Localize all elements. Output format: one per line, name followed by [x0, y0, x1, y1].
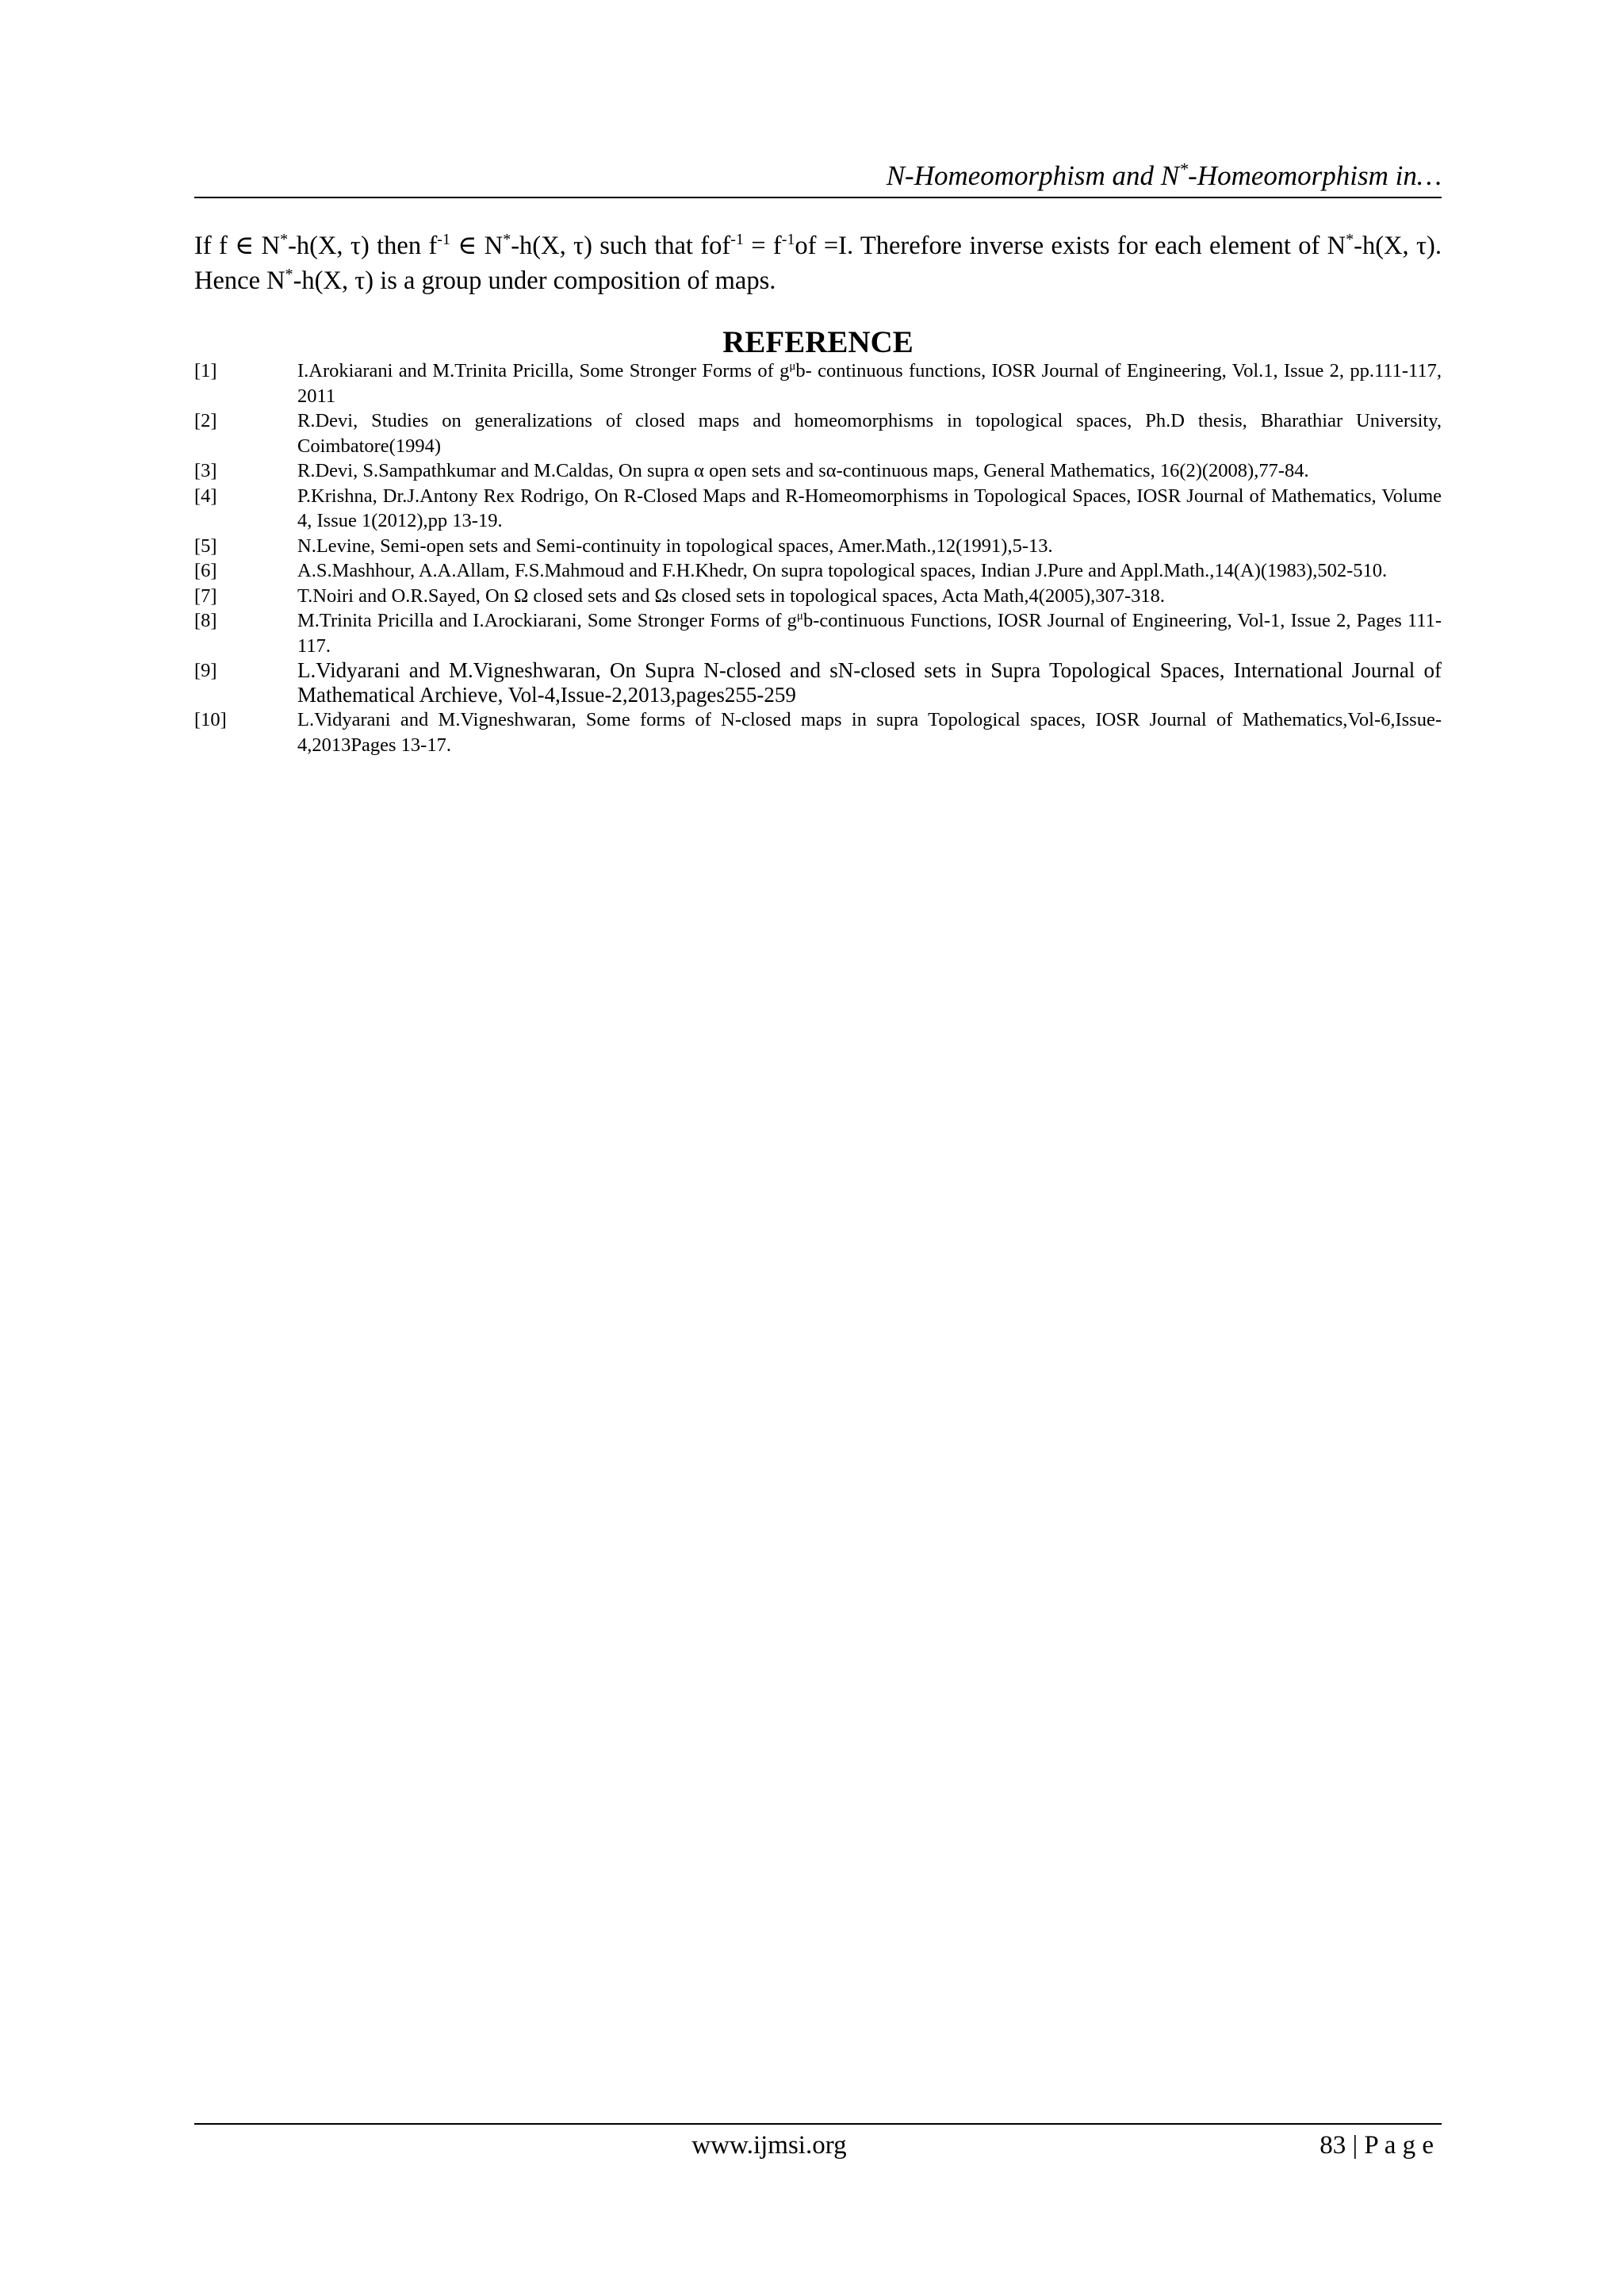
- para-text: ∈ N: [450, 232, 504, 260]
- reference-text: P.Krishna, Dr.J.Antony Rex Rodrigo, On R-Closed Maps and R-Homeomorphisms in Topological Spaces, IOSR Journal of Mathematics, Volume 4, Issue 1(2012),pp 13-19.: [297, 485, 1442, 531]
- running-header: [194, 155, 1442, 197]
- reference-number: [4]: [194, 485, 217, 507]
- reference-item-1: [194, 358, 1442, 408]
- reference-item-3: [194, 458, 1442, 484]
- reference-text: T.Noiri and O.R.Sayed, On Ω closed sets and Ωs closed sets in topological spaces, Acta Math,4(2005),307-318.: [297, 585, 1166, 607]
- reference-number: [8]: [194, 610, 217, 631]
- reference-list: [194, 358, 1442, 757]
- header-title-part2: -Homeomorphism in…: [1188, 160, 1442, 191]
- reference-text: A.S.Mashhour, A.A.Allam, F.S.Mahmoud and F.H.Khedr, On supra topological spaces, Indian J.Pure and Appl.Math.,14(A)(1983),502-510.: [297, 560, 1388, 581]
- body-paragraph: [194, 228, 1442, 298]
- para-text: of =I. Therefore inverse exists for each element of N: [795, 232, 1346, 260]
- para-sup: *: [503, 231, 511, 249]
- para-sup: -1: [730, 231, 744, 249]
- reference-item-9: [194, 658, 1442, 707]
- reference-text: R.Devi, Studies on generalizations of closed maps and homeomorphisms in topological spaces, Ph.D thesis, Bharathiar University, Coimbatore(1994): [297, 410, 1442, 457]
- para-text: -h(X, τ). Hence N: [194, 232, 1442, 295]
- reference-item-5: [194, 534, 1442, 559]
- reference-item-2: [194, 408, 1442, 458]
- reference-number: [7]: [194, 585, 217, 607]
- para-text: If f ∈ N: [194, 232, 281, 260]
- reference-number: [6]: [194, 560, 217, 581]
- para-text: -h(X, τ) is a group under composition of maps.: [293, 266, 776, 295]
- footer-page-number: 83 | P a g e: [1320, 2131, 1434, 2160]
- reference-number: [2]: [194, 410, 217, 431]
- reference-item-7: [194, 584, 1442, 609]
- para-sup: *: [280, 231, 289, 249]
- reference-item-10: [194, 707, 1442, 757]
- reference-number: [5]: [194, 535, 217, 557]
- reference-item-4: [194, 484, 1442, 534]
- header-title-sup: *: [1179, 159, 1189, 179]
- reference-number: [9]: [194, 660, 217, 681]
- header-rule: [194, 197, 1442, 198]
- reference-text: L.Vidyarani and M.Vigneshwaran, On Supra N-closed and sN-closed sets in Supra Topological Spaces, International Journal of Mathematical Archieve, Vol-4,Issue-2,2013,pages255-259: [297, 658, 1442, 707]
- footer-url: www.ijmsi.org: [691, 2131, 847, 2160]
- reference-heading: REFERENCE: [722, 325, 914, 359]
- para-text: -h(X, τ) then f: [288, 232, 438, 260]
- footer-rule: [194, 2123, 1442, 2125]
- reference-number: [3]: [194, 460, 217, 481]
- reference-item-6: [194, 558, 1442, 584]
- reference-text: R.Devi, S.Sampathkumar and M.Caldas, On supra α open sets and sα-continuous maps, General Mathematics, 16(2)(2008),77-84.: [297, 460, 1309, 481]
- para-sup: *: [1346, 231, 1354, 249]
- reference-text: M.Trinita Pricilla and I.Arockiarani, Some Stronger Forms of $g^\mu b$-continuous Functions, IOSR Journal of Engineering, Vol-1, Issue 2, Pages 111-117.: [297, 609, 1442, 657]
- para-sup: -1: [437, 231, 450, 249]
- header-title-part1: N-Homeomorphism and N: [886, 160, 1180, 191]
- para-text: = f: [743, 232, 782, 260]
- reference-text: N.Levine, Semi-open sets and Semi-continuity in topological spaces, Amer.Math.,12(1991),5-13.: [297, 535, 1053, 557]
- reference-number: [1]: [194, 360, 217, 381]
- reference-text: I.Arokiarani and M.Trinita Pricilla, Some Stronger Forms of $g^\mu b-$ continuous functions, IOSR Journal of Engineering, Vol.1, Issue 2, pp.111-117, 2011: [297, 359, 1442, 407]
- para-sup: *: [285, 266, 293, 284]
- reference-text: L.Vidyarani and M.Vigneshwaran, Some forms of N-closed maps in supra Topological spaces, IOSR Journal of Mathematics,Vol-6,Issue-4,2013Pages 13-17.: [297, 709, 1442, 756]
- para-sup: -1: [781, 231, 795, 249]
- reference-item-8: [194, 608, 1442, 658]
- para-text: -h(X, τ) such that fof: [511, 232, 731, 260]
- reference-number: [10]: [194, 709, 227, 730]
